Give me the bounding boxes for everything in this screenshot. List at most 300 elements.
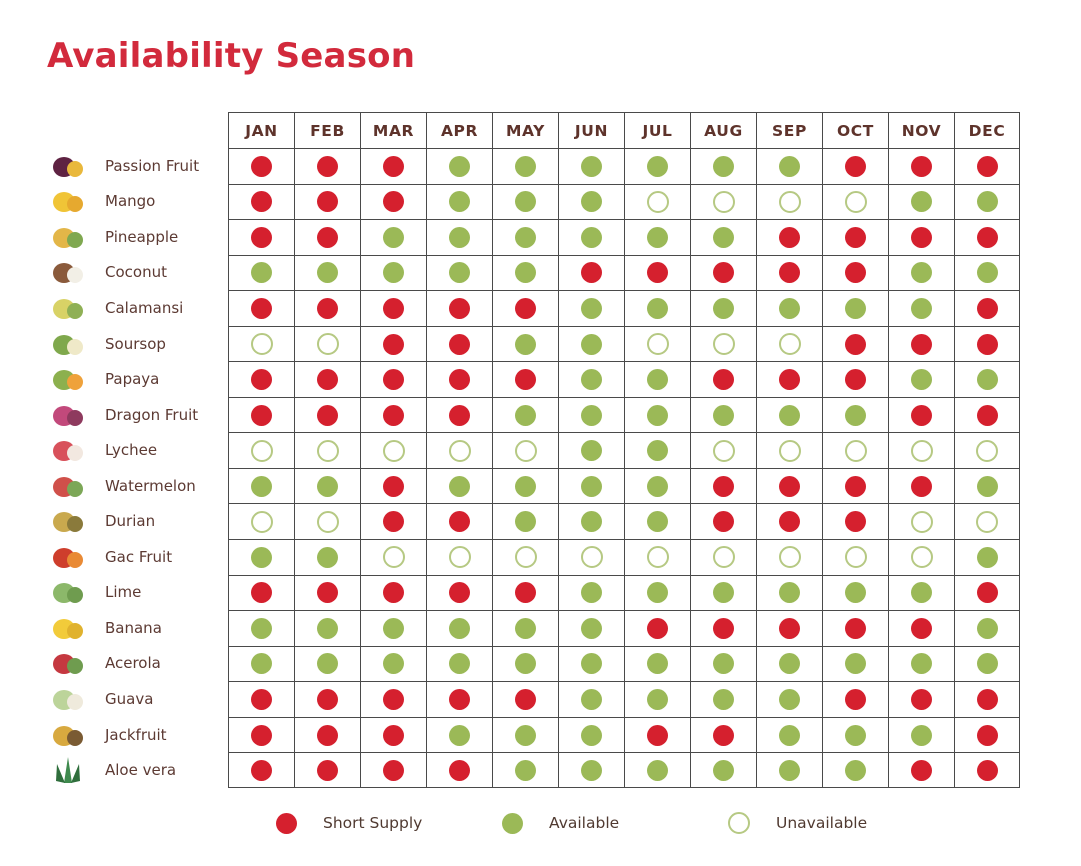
available-dot — [502, 813, 523, 834]
available-dot — [845, 725, 866, 746]
availability-cell — [888, 503, 954, 539]
available-dot — [515, 511, 536, 532]
availability-cell — [690, 219, 756, 255]
page-title: Availability Season — [47, 36, 416, 76]
availability-cell — [492, 575, 558, 611]
available-dot — [977, 653, 998, 674]
short-supply-dot — [647, 725, 668, 746]
fruit-row-label — [46, 397, 228, 433]
fruit-name: Watermelon — [105, 476, 196, 495]
available-dot — [251, 262, 272, 283]
unavailable-dot — [317, 440, 339, 462]
unavailable-dot — [647, 546, 669, 568]
availability-cell — [492, 752, 558, 788]
availability-cell — [756, 539, 822, 575]
short-supply-dot — [911, 689, 932, 710]
available-dot — [317, 262, 338, 283]
available-dot — [647, 156, 668, 177]
available-dot — [515, 618, 536, 639]
availability-cell — [756, 361, 822, 397]
availability-cell — [228, 148, 294, 184]
fruit-row-label — [46, 752, 228, 788]
availability-cell — [558, 539, 624, 575]
aloe-vera-icon — [48, 756, 88, 784]
available-dot — [449, 262, 470, 283]
fruit-name: Guava — [105, 689, 154, 708]
available-dot — [911, 262, 932, 283]
available-dot — [977, 618, 998, 639]
availability-cell — [294, 184, 360, 220]
available-dot — [647, 298, 668, 319]
availability-cell — [360, 361, 426, 397]
availability-cell — [624, 255, 690, 291]
fruit-row-label — [46, 432, 228, 468]
availability-cell — [690, 681, 756, 717]
coconut-icon — [48, 258, 88, 286]
availability-cell — [360, 255, 426, 291]
availability-cell — [426, 610, 492, 646]
available-dot — [515, 191, 536, 212]
availability-cell — [360, 575, 426, 611]
short-supply-dot — [383, 476, 404, 497]
availability-cell — [426, 432, 492, 468]
availability-cell — [888, 219, 954, 255]
fruit-name: Durian — [105, 512, 156, 531]
availability-cell — [888, 752, 954, 788]
availability-cell — [954, 575, 1020, 611]
availability-cell — [360, 148, 426, 184]
availability-cell — [558, 184, 624, 220]
mango-icon — [48, 187, 88, 215]
available-dot — [647, 476, 668, 497]
unavailable-dot — [251, 333, 273, 355]
available-dot — [515, 227, 536, 248]
fruit-name: Acerola — [105, 654, 161, 673]
fruit-name: Jackfruit — [105, 725, 167, 744]
availability-grid — [46, 112, 1020, 788]
available-dot — [911, 191, 932, 212]
short-supply-dot — [977, 405, 998, 426]
availability-cell — [228, 184, 294, 220]
available-dot — [977, 191, 998, 212]
availability-cell — [954, 681, 1020, 717]
available-dot — [779, 653, 800, 674]
short-supply-dot — [317, 760, 338, 781]
short-supply-dot — [317, 369, 338, 390]
available-dot — [251, 618, 272, 639]
availability-cell — [558, 752, 624, 788]
available-dot — [383, 262, 404, 283]
fruit-row-label — [46, 610, 228, 646]
short-supply-dot — [449, 582, 470, 603]
availability-cell — [360, 290, 426, 326]
availability-cell — [954, 148, 1020, 184]
legend-item-available — [502, 812, 728, 834]
availability-cell — [690, 503, 756, 539]
unavailable-dot — [779, 191, 801, 213]
availability-cell — [294, 503, 360, 539]
available-dot — [449, 156, 470, 177]
availability-cell — [756, 148, 822, 184]
available-dot — [449, 653, 470, 674]
availability-cell — [228, 610, 294, 646]
availability-cell — [294, 468, 360, 504]
availability-cell — [954, 397, 1020, 433]
availability-cell — [888, 361, 954, 397]
availability-cell — [360, 717, 426, 753]
availability-cell — [492, 326, 558, 362]
availability-cell — [954, 219, 1020, 255]
short-supply-dot — [845, 618, 866, 639]
availability-cell — [954, 326, 1020, 362]
availability-cell — [294, 432, 360, 468]
short-supply-dot — [251, 227, 272, 248]
available-dot — [515, 156, 536, 177]
short-supply-dot — [251, 689, 272, 710]
availability-cell — [492, 503, 558, 539]
availability-cell — [888, 575, 954, 611]
available-dot — [581, 405, 602, 426]
short-supply-dot — [515, 369, 536, 390]
fruit-row-label — [46, 148, 228, 184]
availability-cell — [756, 752, 822, 788]
short-supply-dot — [251, 405, 272, 426]
fruit-name: Dragon Fruit — [105, 405, 199, 424]
available-dot — [515, 760, 536, 781]
availability-cell — [624, 610, 690, 646]
availability-cell — [492, 361, 558, 397]
availability-cell — [954, 503, 1020, 539]
month-header-nov: NOV — [888, 112, 954, 148]
short-supply-dot — [317, 725, 338, 746]
legend-item-unavailable — [728, 812, 954, 834]
availability-cell — [228, 539, 294, 575]
fruit-name: Aloe vera — [105, 761, 177, 780]
availability-cell — [426, 646, 492, 682]
available-dot — [251, 547, 272, 568]
short-supply-dot — [449, 298, 470, 319]
availability-cell — [888, 432, 954, 468]
availability-cell — [228, 290, 294, 326]
fruit-row-label — [46, 717, 228, 753]
availability-cell — [360, 184, 426, 220]
available-dot — [713, 227, 734, 248]
availability-cell — [492, 539, 558, 575]
month-header-jan: JAN — [228, 112, 294, 148]
availability-cell — [822, 646, 888, 682]
short-supply-dot — [911, 156, 932, 177]
availability-cell — [228, 646, 294, 682]
short-supply-dot — [251, 156, 272, 177]
available-dot — [977, 369, 998, 390]
availability-cell — [492, 717, 558, 753]
short-supply-dot — [317, 227, 338, 248]
unavailable-dot — [581, 546, 603, 568]
availability-cell — [888, 681, 954, 717]
available-dot — [449, 476, 470, 497]
available-dot — [713, 653, 734, 674]
availability-cell — [426, 184, 492, 220]
availability-cell — [360, 326, 426, 362]
unavailable-dot — [383, 546, 405, 568]
unavailable-dot — [911, 511, 933, 533]
available-dot — [779, 156, 800, 177]
short-supply-dot — [845, 476, 866, 497]
unavailable-dot — [713, 440, 735, 462]
availability-cell — [360, 219, 426, 255]
fruit-name: Lychee — [105, 441, 158, 460]
calamansi-icon — [48, 294, 88, 322]
availability-cell — [690, 646, 756, 682]
availability-cell — [558, 503, 624, 539]
available-dot — [581, 618, 602, 639]
availability-cell — [756, 432, 822, 468]
short-supply-dot — [383, 334, 404, 355]
availability-cell — [888, 610, 954, 646]
fruit-name: Lime — [105, 583, 142, 602]
availability-cell — [426, 255, 492, 291]
available-dot — [581, 369, 602, 390]
availability-cell — [228, 468, 294, 504]
lychee-icon — [48, 436, 88, 464]
availability-cell — [756, 717, 822, 753]
availability-cell — [888, 326, 954, 362]
short-supply-dot — [383, 689, 404, 710]
fruit-name: Mango — [105, 192, 156, 211]
availability-cell — [426, 503, 492, 539]
availability-cell — [228, 326, 294, 362]
availability-cell — [954, 184, 1020, 220]
acerola-icon — [48, 649, 88, 677]
fruit-row-label — [46, 646, 228, 682]
availability-cell — [888, 397, 954, 433]
availability-cell — [492, 219, 558, 255]
short-supply-dot — [317, 298, 338, 319]
short-supply-dot — [515, 298, 536, 319]
short-supply-dot — [911, 405, 932, 426]
availability-cell — [360, 646, 426, 682]
available-dot — [581, 476, 602, 497]
availability-cell — [624, 717, 690, 753]
availability-cell — [228, 255, 294, 291]
available-dot — [647, 440, 668, 461]
short-supply-dot — [647, 262, 668, 283]
available-dot — [713, 405, 734, 426]
unavailable-dot — [449, 546, 471, 568]
availability-cell — [294, 717, 360, 753]
unavailable-dot — [779, 440, 801, 462]
availability-cell — [492, 184, 558, 220]
availability-cell — [822, 290, 888, 326]
availability-cell — [294, 752, 360, 788]
short-supply-dot — [251, 725, 272, 746]
availability-cell — [954, 361, 1020, 397]
short-supply-dot — [383, 405, 404, 426]
availability-cell — [558, 219, 624, 255]
short-supply-dot — [383, 191, 404, 212]
availability-cell — [756, 681, 822, 717]
available-dot — [713, 156, 734, 177]
unavailable-dot — [713, 191, 735, 213]
short-supply-dot — [647, 618, 668, 639]
available-dot — [515, 405, 536, 426]
soursop-icon — [48, 330, 88, 358]
fruit-row-label — [46, 290, 228, 326]
availability-cell — [822, 432, 888, 468]
availability-cell — [558, 717, 624, 753]
available-dot — [449, 618, 470, 639]
unavailable-dot — [647, 191, 669, 213]
fruit-row-label — [46, 468, 228, 504]
availability-cell — [690, 326, 756, 362]
available-dot — [845, 405, 866, 426]
available-dot — [779, 405, 800, 426]
availability-cell — [624, 148, 690, 184]
availability-cell — [426, 219, 492, 255]
availability-cell — [360, 503, 426, 539]
short-supply-dot — [779, 369, 800, 390]
availability-cell — [294, 610, 360, 646]
short-supply-dot — [911, 618, 932, 639]
unavailable-dot — [845, 546, 867, 568]
availability-cell — [822, 255, 888, 291]
watermelon-icon — [48, 472, 88, 500]
month-header-apr: APR — [426, 112, 492, 148]
availability-cell — [822, 503, 888, 539]
availability-cell — [822, 575, 888, 611]
available-dot — [383, 618, 404, 639]
unavailable-dot — [251, 440, 273, 462]
available-dot — [581, 191, 602, 212]
short-supply-dot — [317, 405, 338, 426]
availability-cell — [624, 503, 690, 539]
unavailable-dot — [449, 440, 471, 462]
availability-cell — [888, 717, 954, 753]
available-dot — [515, 653, 536, 674]
available-dot — [581, 156, 602, 177]
availability-cell — [624, 397, 690, 433]
availability-cell — [492, 610, 558, 646]
availability-cell — [624, 752, 690, 788]
availability-cell — [822, 610, 888, 646]
unavailable-dot — [976, 511, 998, 533]
availability-cell — [690, 432, 756, 468]
availability-cell — [624, 539, 690, 575]
available-dot — [647, 582, 668, 603]
availability-cell — [888, 255, 954, 291]
availability-cell — [690, 148, 756, 184]
availability-cell — [294, 681, 360, 717]
short-supply-dot — [449, 405, 470, 426]
short-supply-dot — [845, 262, 866, 283]
availability-cell — [492, 681, 558, 717]
short-supply-dot — [977, 689, 998, 710]
available-dot — [911, 298, 932, 319]
unavailable-dot — [845, 440, 867, 462]
short-supply-dot — [383, 725, 404, 746]
unavailable-dot — [251, 511, 273, 533]
availability-cell — [954, 646, 1020, 682]
availability-cell — [954, 290, 1020, 326]
month-header-dec: DEC — [954, 112, 1020, 148]
availability-cell — [294, 539, 360, 575]
availability-cell — [690, 184, 756, 220]
available-dot — [647, 227, 668, 248]
available-dot — [647, 405, 668, 426]
available-dot — [383, 653, 404, 674]
month-header-sep: SEP — [756, 112, 822, 148]
short-supply-dot — [845, 511, 866, 532]
short-supply-dot — [845, 334, 866, 355]
short-supply-dot — [251, 191, 272, 212]
availability-cell — [426, 148, 492, 184]
availability-cell — [690, 361, 756, 397]
availability-cell — [228, 219, 294, 255]
available-dot — [713, 298, 734, 319]
available-dot — [449, 725, 470, 746]
unavailable-dot — [713, 546, 735, 568]
legend-label: Short Supply — [323, 814, 423, 832]
short-supply-dot — [515, 689, 536, 710]
availability-cell — [756, 575, 822, 611]
month-header-may: MAY — [492, 112, 558, 148]
short-supply-dot — [317, 156, 338, 177]
available-dot — [317, 618, 338, 639]
lime-icon — [48, 578, 88, 606]
available-dot — [911, 725, 932, 746]
availability-cell — [888, 468, 954, 504]
available-dot — [647, 511, 668, 532]
available-dot — [581, 582, 602, 603]
fruit-name: Gac Fruit — [105, 547, 173, 566]
availability-cell — [756, 255, 822, 291]
available-dot — [251, 476, 272, 497]
available-dot — [779, 760, 800, 781]
short-supply-dot — [317, 582, 338, 603]
unavailable-dot — [515, 440, 537, 462]
availability-cell — [822, 539, 888, 575]
available-dot — [581, 334, 602, 355]
short-supply-dot — [383, 511, 404, 532]
availability-cell — [228, 717, 294, 753]
availability-cell — [954, 717, 1020, 753]
short-supply-dot — [383, 298, 404, 319]
short-supply-dot — [383, 156, 404, 177]
availability-cell — [624, 326, 690, 362]
short-supply-dot — [449, 689, 470, 710]
available-dot — [647, 653, 668, 674]
short-supply-dot — [977, 334, 998, 355]
availability-cell — [954, 752, 1020, 788]
availability-cell — [756, 610, 822, 646]
available-dot — [581, 440, 602, 461]
availability-cell — [360, 752, 426, 788]
availability-cell — [228, 575, 294, 611]
available-dot — [581, 511, 602, 532]
unavailable-dot — [317, 333, 339, 355]
availability-cell — [228, 752, 294, 788]
availability-cell — [360, 432, 426, 468]
month-header-feb: FEB — [294, 112, 360, 148]
availability-cell — [690, 717, 756, 753]
fruit-row-label — [46, 184, 228, 220]
available-dot — [779, 725, 800, 746]
availability-cell — [690, 290, 756, 326]
short-supply-dot — [845, 369, 866, 390]
availability-cell — [822, 681, 888, 717]
fruit-name: Soursop — [105, 334, 166, 353]
availability-cell — [690, 752, 756, 788]
